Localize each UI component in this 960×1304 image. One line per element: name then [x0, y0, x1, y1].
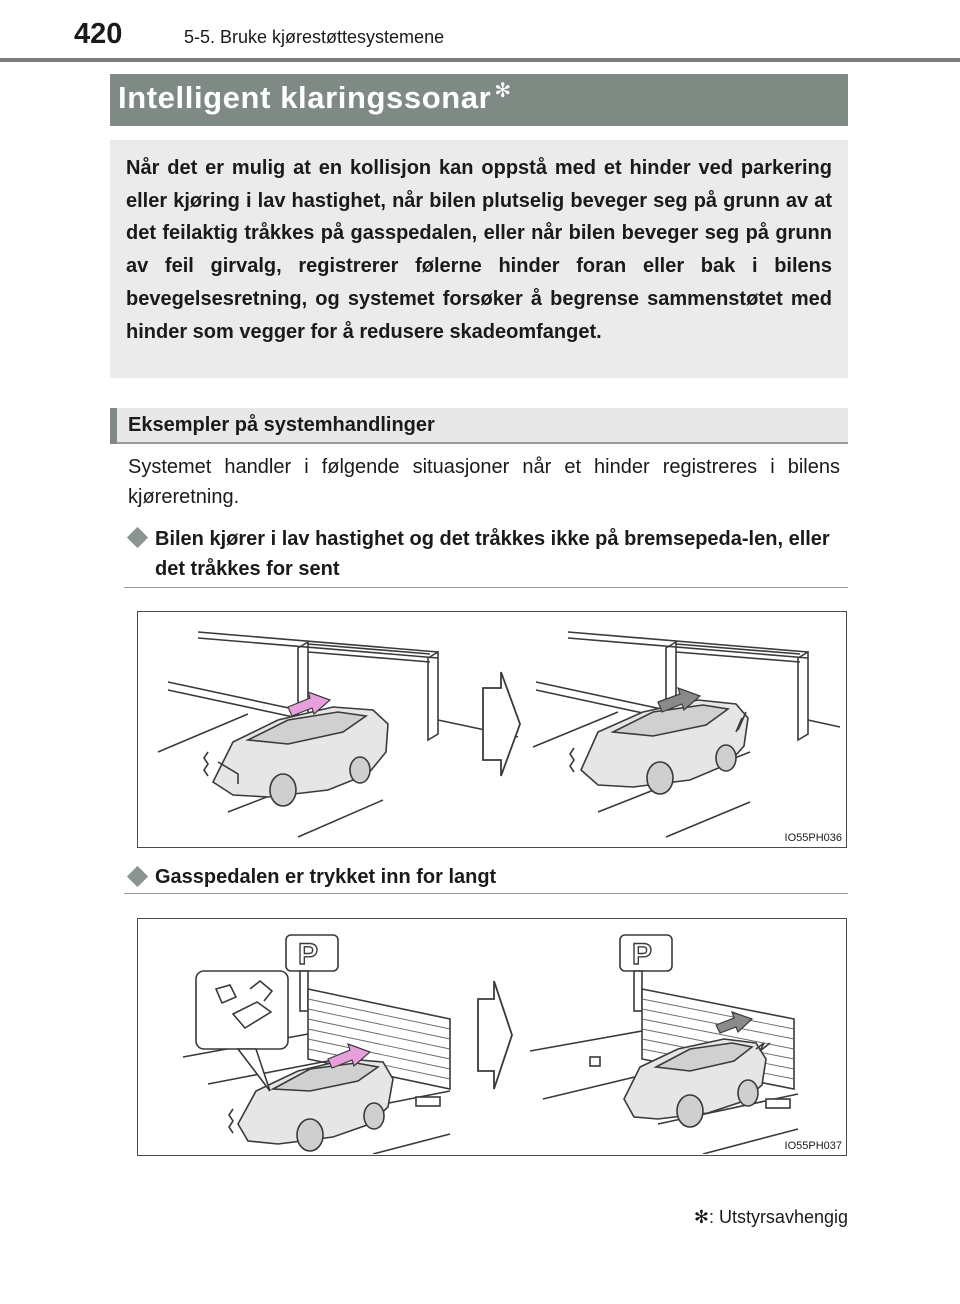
section-title: [118, 80, 512, 116]
subsection-title: Eksempler på systemhandlinger: [128, 414, 435, 436]
body-text: Systemet handler i følgende situasjoner når et hinder registreres i bilens kjøreretning.: [128, 456, 840, 508]
parking-sign-illustration: [138, 919, 846, 1154]
figure-2: [137, 918, 847, 1156]
figure-1: [137, 611, 847, 848]
case-rule-2: [124, 893, 848, 894]
svg-text:P: P: [632, 938, 653, 971]
svg-text:P: P: [298, 938, 319, 971]
diamond-bullet-icon: [127, 527, 148, 548]
section-title-text: Intelligent klaringssonar: [118, 80, 492, 115]
figure-code-2: IO55PH037: [784, 1140, 842, 1152]
footnote-text: : Utstyrsavhengig: [708, 1207, 848, 1227]
intro-text: Når det er mulig at en kollisjon kan oppstå med et hinder ved parkering eller kjøring i lav hastighet, når bilen plutselig beveger seg på grunn av at det feilaktig tråkkes på gasspedalen, eller når bilen beveger seg på grunn av feil girvalg, registrerer følerne hinder foran eller bak i bilens bevegelsesretning, og systemet forsøker å begrense sammenstøtet med hinder som vegger for å redusere skadeomfanget.: [126, 157, 832, 343]
figure-code-1: IO55PH036: [784, 832, 842, 844]
subsection-accent: [110, 408, 117, 444]
footnote: [694, 1207, 848, 1228]
running-head: 5-5. Bruke kjørestøttesystemene: [184, 27, 445, 47]
parking-wall-illustration: [138, 612, 846, 846]
diamond-bullet-icon: [127, 866, 148, 887]
case-title-1: Bilen kjører i lav hastighet og det tråkkes ikke på bremsepeda-len, eller det tråkkes for sent: [155, 528, 830, 580]
asterisk-icon: ✻: [693, 1207, 709, 1227]
header-rule: [0, 58, 960, 62]
page-number: 420: [74, 18, 123, 50]
asterisk-icon: ✻: [494, 80, 512, 102]
case-rule-1: [124, 587, 848, 588]
case-title-2: Gasspedalen er trykket inn for langt: [155, 866, 497, 888]
